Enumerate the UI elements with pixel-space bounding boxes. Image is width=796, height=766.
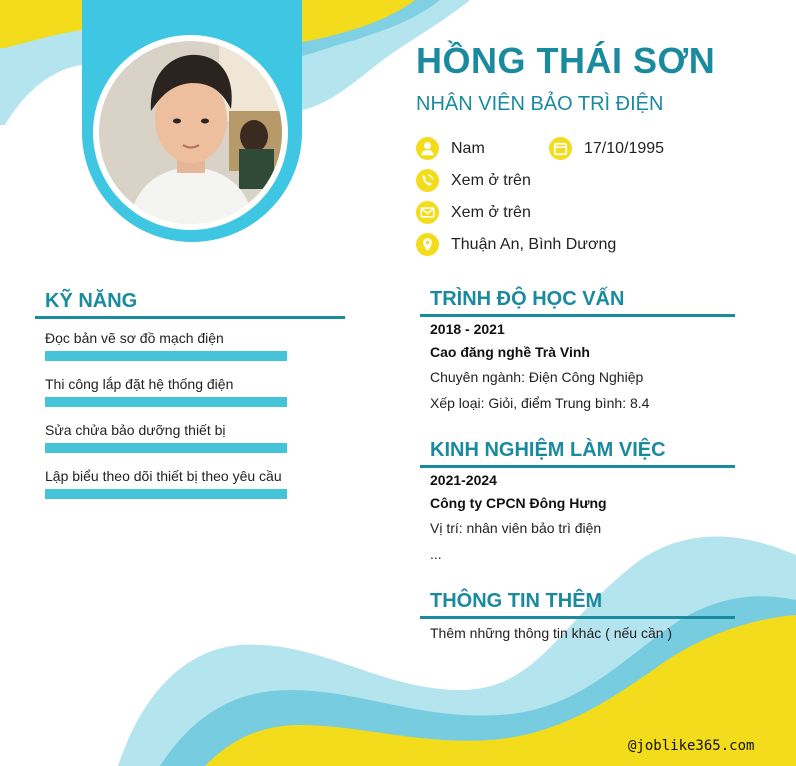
experience-divider xyxy=(420,465,735,468)
experience-company: Công ty CPCN Đông Hưng xyxy=(430,495,607,511)
skill-bar xyxy=(45,397,287,407)
experience-period: 2021-2024 xyxy=(430,472,497,488)
mail-icon xyxy=(416,201,439,224)
skill-label: Đọc bản vẽ sơ đồ mạch điện xyxy=(45,330,224,346)
email-value: Xem ở trên xyxy=(451,203,531,221)
email-row xyxy=(416,201,531,224)
watermark: @joblike365.com xyxy=(628,738,755,754)
education-school: Cao đăng nghề Trà Vinh xyxy=(430,344,590,360)
candidate-name: HỒNG THÁI SƠN xyxy=(416,40,716,81)
extra-text: Thêm những thông tin khác ( nếu cần ) xyxy=(430,625,673,641)
skills-heading: KỸ NĂNG xyxy=(45,290,138,312)
skill-label: Sửa chửa bảo dưỡng thiết bị xyxy=(45,422,226,438)
gender-value: Nam xyxy=(451,139,485,157)
calendar-icon xyxy=(549,137,572,160)
skill-bar xyxy=(45,443,287,453)
education-heading: TRÌNH ĐỘ HỌC VẤN xyxy=(430,288,625,310)
skill-label: Thi công lắp đặt hệ thống điện xyxy=(45,376,234,392)
extra-heading: THÔNG TIN THÊM xyxy=(430,590,603,612)
experience-position: Vị trí: nhân viên bảo trì điện xyxy=(430,520,602,536)
location-pin-icon xyxy=(416,233,439,256)
skill-bar xyxy=(45,351,287,361)
user-icon xyxy=(416,137,439,160)
education-period: 2018 - 2021 xyxy=(430,321,505,337)
education-divider xyxy=(420,314,735,317)
candidate-title: NHÂN VIÊN BẢO TRÌ ĐIỆN xyxy=(416,93,664,115)
extra-divider xyxy=(420,616,735,619)
experience-more: ... xyxy=(430,546,442,562)
address-value: Thuận An, Bình Dương xyxy=(451,235,617,253)
avatar xyxy=(99,41,282,224)
skill-label: Lập biểu theo dõi thiết bị theo yêu cầu xyxy=(45,468,282,484)
experience-heading: KINH NGHIỆM LÀM VIỆC xyxy=(430,439,666,461)
phone-value: Xem ở trên xyxy=(451,171,531,189)
address-row xyxy=(416,233,616,256)
phone-icon xyxy=(416,169,439,192)
birthdate-row xyxy=(549,137,664,160)
gender-row xyxy=(416,137,485,160)
education-major: Chuyên ngành: Điện Công Nghiệp xyxy=(430,369,644,385)
skills-divider xyxy=(35,316,345,319)
education-grade: Xếp loại: Giỏi, điểm Trung bình: 8.4 xyxy=(430,395,650,411)
birthdate-value: 17/10/1995 xyxy=(584,139,665,157)
skill-bar xyxy=(45,489,287,499)
phone-row xyxy=(416,169,531,192)
